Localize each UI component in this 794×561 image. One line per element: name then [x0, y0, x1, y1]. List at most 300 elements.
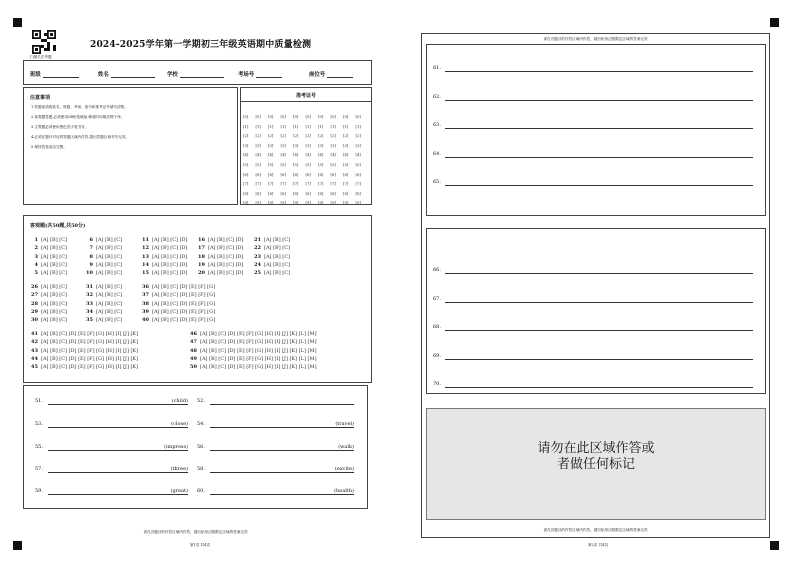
fill-answer-line[interactable]: [48, 494, 188, 495]
exam-id-digit[interactable]: [5]: [243, 161, 249, 167]
answer-options[interactable]: [A] [B] [C] [D] [E] [F] [G]: [152, 317, 216, 324]
mc-group: [29, 236, 67, 277]
mc-row[interactable]: [84, 291, 122, 299]
exam-id-digit[interactable]: [6]: [355, 171, 361, 177]
exam-id-digit[interactable]: [4]: [305, 152, 311, 158]
exam-id-digit[interactable]: [1]: [355, 123, 361, 129]
mc-row[interactable]: [29, 283, 67, 291]
mc-row[interactable]: [84, 253, 122, 261]
mc-row[interactable]: [29, 253, 67, 261]
writing-line[interactable]: [445, 387, 753, 388]
mc-row[interactable]: [29, 347, 138, 355]
exam-id-digit[interactable]: [7]: [280, 181, 286, 187]
exam-id-column[interactable]: [281, 112, 286, 208]
exam-id-grid[interactable]: [243, 112, 371, 204]
exam-id-digit[interactable]: [5]: [293, 161, 299, 167]
exam-id-digit[interactable]: [0]: [318, 114, 324, 119]
answer-options[interactable]: [A] [B] [C]: [264, 261, 290, 268]
exam-id-digit[interactable]: [0]: [293, 114, 299, 119]
writing-number: 68.: [433, 324, 441, 330]
exam-id-digit[interactable]: [2]: [343, 133, 349, 139]
exam-id-column[interactable]: [268, 112, 273, 208]
note-item: 5.保持答卷清洁完整。: [31, 145, 67, 149]
school-input[interactable]: [180, 72, 224, 78]
exam-id-digit[interactable]: [3]: [255, 142, 261, 148]
objective-answers[interactable]: [24, 216, 371, 382]
exam-id-digit[interactable]: [0]: [305, 114, 311, 119]
question-number: 21: [254, 237, 261, 243]
answer-options[interactable]: [A] [B] [C] [D] [E] [F] [G] [H] [I] [J] [K] [L] [M]: [200, 331, 317, 337]
answer-options[interactable]: [A] [B] [C] [D]: [152, 261, 188, 268]
answer-options[interactable]: [A] [B] [C]: [96, 253, 122, 260]
exam-id-digit[interactable]: [4]: [243, 152, 249, 158]
writing-line[interactable]: [445, 330, 753, 331]
mc-row[interactable]: [252, 261, 290, 269]
writing-number: 62.: [433, 93, 441, 100]
exam-id-column[interactable]: [356, 112, 361, 208]
fill-number: 58.: [197, 466, 205, 472]
exam-id-digit[interactable]: [5]: [268, 161, 274, 167]
question-number: 9: [89, 261, 93, 268]
exam-id-digit[interactable]: [9]: [355, 200, 361, 206]
mc-row[interactable]: [84, 261, 122, 269]
fill-hint: (great): [170, 488, 188, 494]
mc-row[interactable]: [84, 308, 122, 316]
answer-options[interactable]: [A] [B] [C]: [41, 292, 67, 299]
exam-id-digit[interactable]: [7]: [343, 181, 349, 187]
exam-id-digit[interactable]: [6]: [318, 171, 324, 177]
answer-options[interactable]: [A] [B] [C]: [96, 270, 122, 277]
answer-options[interactable]: [A] [B] [C]: [264, 270, 290, 277]
fill-answer-line[interactable]: [210, 494, 354, 495]
exam-id-digit[interactable]: [3]: [355, 142, 361, 148]
answer-options[interactable]: [A] [B] [C]: [41, 284, 67, 290]
exam-id-digit[interactable]: [2]: [255, 133, 261, 139]
writing-number: 66.: [433, 267, 441, 273]
answer-options[interactable]: [A] [B] [C] [D] [E] [F] [G] [H] [I] [J] [K] [L] [M]: [200, 347, 317, 354]
question-number: 48: [190, 347, 197, 354]
answer-options[interactable]: [A] [B] [C]: [96, 300, 122, 307]
fill-hint: (child): [171, 398, 188, 404]
answer-options[interactable]: [A] [B] [C] [D]: [152, 245, 188, 252]
answer-options[interactable]: [A] [B] [C]: [41, 245, 67, 252]
question-number: 15: [142, 270, 149, 277]
exam-id-digit[interactable]: [1]: [293, 123, 299, 129]
exam-id-column[interactable]: [293, 112, 298, 208]
mc-row[interactable]: [84, 236, 122, 244]
answer-options[interactable]: [A] [B] [C] [D]: [208, 237, 244, 243]
answer-options[interactable]: [A] [B] [C]: [41, 300, 67, 307]
question-number: 43: [31, 347, 38, 354]
question-number: 1: [34, 237, 38, 243]
corner-mark: [770, 541, 779, 550]
exam-id-digit[interactable]: [8]: [268, 190, 274, 196]
writing-line[interactable]: [445, 185, 753, 186]
answer-options[interactable]: [A] [B] [C]: [41, 317, 67, 324]
mc-row[interactable]: [84, 269, 122, 277]
question-number: 45: [31, 364, 38, 371]
exam-id-digit[interactable]: [9]: [343, 200, 349, 206]
mc-row[interactable]: [29, 291, 67, 299]
exam-id-digit[interactable]: [1]: [318, 123, 324, 129]
writing-line[interactable]: [445, 100, 753, 101]
answer-options[interactable]: [A] [B] [C] [D] [E] [F] [G] [H] [I] [J] [K] [L] [M]: [200, 355, 317, 362]
answer-options[interactable]: [A] [B] [C]: [41, 237, 67, 243]
room-input[interactable]: [256, 72, 282, 78]
exam-id-title: 准考证号: [295, 93, 316, 99]
mc-row[interactable]: [140, 253, 188, 261]
exam-id-digit[interactable]: [5]: [355, 161, 361, 167]
exam-id-digit[interactable]: [3]: [305, 142, 311, 148]
fill-number: 54.: [197, 421, 205, 427]
mc-row[interactable]: [140, 261, 188, 269]
exam-id-digit[interactable]: [4]: [318, 152, 324, 158]
exam-id-digit[interactable]: [8]: [355, 190, 361, 196]
mc-row[interactable]: [252, 236, 290, 244]
exam-id-digit[interactable]: [7]: [355, 181, 361, 187]
exam-id-digit[interactable]: [7]: [255, 181, 261, 187]
answer-options[interactable]: [A] [B] [C] [D] [E] [F] [G] [H] [I] [J] [K] [L] [M]: [200, 339, 317, 346]
label-room: 考场号: [238, 72, 255, 78]
fill-answer-line[interactable]: [48, 404, 188, 405]
writing-number: 70.: [433, 381, 441, 387]
mc-row[interactable]: [252, 269, 290, 277]
exam-id-digit[interactable]: [7]: [268, 181, 274, 187]
exam-id-digit[interactable]: [0]: [243, 114, 249, 119]
mc-row[interactable]: [140, 236, 188, 244]
exam-id-column[interactable]: [343, 112, 348, 208]
exam-id-digit[interactable]: [4]: [355, 152, 361, 158]
exam-id-digit[interactable]: [0]: [343, 114, 349, 119]
exam-id-digit[interactable]: [6]: [293, 171, 299, 177]
exam-id-digit[interactable]: [5]: [280, 161, 286, 167]
answer-options[interactable]: [A] [B] [C]: [41, 308, 67, 315]
answer-options[interactable]: [A] [B] [C]: [41, 261, 67, 268]
mc-group: [140, 236, 188, 277]
answer-options[interactable]: [A] [B] [C]: [96, 245, 122, 252]
answer-options[interactable]: [A] [B] [C] [D] [E] [F] [G]: [152, 284, 216, 290]
exam-id-digit[interactable]: [9]: [255, 200, 261, 206]
fill-answer-line[interactable]: [210, 404, 354, 405]
mc-row[interactable]: [29, 363, 138, 371]
answer-options[interactable]: [A] [B] [C] [D]: [152, 253, 188, 260]
exam-id-digit[interactable]: [5]: [305, 161, 311, 167]
fill-answer-line[interactable]: [210, 427, 354, 428]
exam-id-digit[interactable]: [7]: [330, 181, 336, 187]
exam-id-digit[interactable]: [8]: [255, 190, 261, 196]
question-number: 8: [89, 253, 93, 260]
answer-options[interactable]: [A] [B] [C]: [264, 245, 290, 252]
exam-id-digit[interactable]: [1]: [305, 123, 311, 129]
exam-id-digit[interactable]: [7]: [243, 181, 249, 187]
exam-id-digit[interactable]: [2]: [318, 133, 324, 139]
exam-id-digit[interactable]: [8]: [330, 190, 336, 196]
mc-row[interactable]: [140, 283, 215, 291]
exam-id-digit[interactable]: [2]: [243, 133, 249, 139]
fill-number: 59.: [35, 488, 43, 494]
mc-group: [196, 236, 244, 277]
exam-id-digit[interactable]: [4]: [293, 152, 299, 158]
exam-id-digit[interactable]: [0]: [280, 114, 286, 119]
question-number: 28: [31, 300, 38, 307]
mc-row[interactable]: [252, 244, 290, 252]
exam-id-digit[interactable]: [4]: [280, 152, 286, 158]
exam-id-column[interactable]: [331, 112, 336, 208]
answer-options[interactable]: [A] [B] [C] [D] [E] [F] [G] [H] [I] [J] [K]: [41, 331, 139, 337]
answer-options[interactable]: [A] [B] [C] [D]: [208, 253, 244, 260]
note-item: 2.客观题答题,必须使用2B铅笔填涂,修改时用橡皮擦干净。: [31, 115, 125, 119]
mc-row[interactable]: [196, 253, 244, 261]
exam-id-digit[interactable]: [1]: [330, 123, 336, 129]
mc-row[interactable]: [29, 355, 138, 363]
exam-id-digit[interactable]: [8]: [280, 190, 286, 196]
writing-number: 67.: [433, 295, 441, 302]
exam-id-digit[interactable]: [1]: [280, 123, 286, 129]
mc-row[interactable]: [188, 347, 317, 355]
mc-row[interactable]: [140, 300, 215, 308]
exam-id-digit[interactable]: [6]: [330, 171, 336, 177]
mc-row[interactable]: [84, 300, 122, 308]
fill-hint: (travel): [335, 421, 354, 427]
label-school: 学校: [167, 72, 178, 78]
exam-id-digit[interactable]: [9]: [243, 200, 249, 206]
exam-id-digit[interactable]: [3]: [293, 142, 299, 148]
exam-id-digit[interactable]: [2]: [293, 133, 299, 139]
exam-id-digit[interactable]: [8]: [243, 190, 249, 196]
mc-row[interactable]: [196, 236, 244, 244]
mc-row[interactable]: [29, 338, 138, 346]
mc-row[interactable]: [29, 261, 67, 269]
exam-id-digit[interactable]: [1]: [268, 123, 274, 129]
answer-options[interactable]: [A] [B] [C]: [41, 270, 67, 277]
exam-id-digit[interactable]: [4]: [255, 152, 261, 158]
answer-options[interactable]: [A] [B] [C] [D]: [208, 261, 244, 268]
exam-id-digit[interactable]: [7]: [293, 181, 299, 187]
question-number: 36: [142, 284, 149, 290]
exam-id-digit[interactable]: [8]: [343, 190, 349, 196]
writing-line[interactable]: [445, 273, 753, 274]
question-number: 16: [198, 237, 205, 243]
name-input[interactable]: [111, 72, 155, 78]
exam-id-digit[interactable]: [0]: [255, 114, 261, 119]
exam-id-digit[interactable]: [9]: [268, 200, 274, 206]
answer-options[interactable]: [A] [B] [C] [D]: [152, 237, 188, 243]
exam-id-digit[interactable]: [6]: [255, 171, 261, 177]
answer-options[interactable]: [A] [B] [C]: [264, 237, 290, 243]
exam-id-digit[interactable]: [0]: [355, 114, 361, 119]
mc-row[interactable]: [84, 244, 122, 252]
writing-box-1: [426, 44, 766, 216]
mc-row[interactable]: [29, 330, 138, 338]
exam-id-column[interactable]: [243, 112, 248, 208]
mc-row[interactable]: [84, 316, 122, 324]
mc-row[interactable]: [29, 300, 67, 308]
forbidden-line-1: 请勿在此区域作答或: [537, 441, 655, 456]
exam-id-digit[interactable]: [9]: [305, 200, 311, 206]
exam-id-column[interactable]: [256, 112, 261, 208]
question-number: 38: [142, 300, 149, 307]
fill-answer-line[interactable]: [48, 450, 188, 451]
exam-id-digit[interactable]: [0]: [268, 114, 274, 119]
answer-options[interactable]: [A] [B] [C] [D] [E] [F] [G] [H] [I] [J] [K] [L] [M]: [200, 364, 317, 371]
answer-options[interactable]: [A] [B] [C] [D] [E] [F] [G]: [152, 292, 216, 299]
question-number: 2: [34, 245, 38, 252]
exam-id-digit[interactable]: [3]: [343, 142, 349, 148]
exam-id-digit[interactable]: [7]: [318, 181, 324, 187]
mc-row[interactable]: [196, 261, 244, 269]
exam-id-column[interactable]: [306, 112, 311, 208]
question-number: 13: [142, 253, 149, 260]
fill-answer-line[interactable]: [210, 450, 354, 451]
exam-id-digit[interactable]: [5]: [343, 161, 349, 167]
exam-id-digit[interactable]: [1]: [255, 123, 261, 129]
exam-id-digit[interactable]: [5]: [330, 161, 336, 167]
question-number: 19: [198, 261, 205, 268]
boundary-note: 请在各题目的作答区域内作答，超出矩形边框限定区域的答案无效: [543, 37, 648, 41]
question-number: 42: [31, 339, 38, 346]
question-number: 35: [86, 317, 93, 324]
writing-line[interactable]: [445, 157, 753, 158]
no-answer-zone: [426, 408, 766, 520]
mc-row[interactable]: [188, 363, 317, 371]
exam-id-digit[interactable]: [1]: [343, 123, 349, 129]
exam-id-digit[interactable]: [6]: [268, 171, 274, 177]
writing-line[interactable]: [445, 359, 753, 360]
exam-id-digit[interactable]: [3]: [268, 142, 274, 148]
mc-row[interactable]: [140, 291, 215, 299]
mc-row[interactable]: [188, 338, 317, 346]
mc-row[interactable]: [84, 283, 122, 291]
corner-mark: [13, 18, 22, 27]
answer-options[interactable]: [A] [B] [C]: [96, 261, 122, 268]
exam-id-digit[interactable]: [3]: [280, 142, 286, 148]
mc-group: [84, 236, 122, 277]
exam-id-digit[interactable]: [6]: [243, 171, 249, 177]
writing-line[interactable]: [445, 302, 753, 303]
mc-row[interactable]: [140, 244, 188, 252]
exam-id-digit[interactable]: [6]: [280, 171, 286, 177]
answer-options[interactable]: [A] [B] [C]: [264, 253, 290, 260]
answer-options[interactable]: [A] [B] [C] [D] [E] [F] [G] [H] [I] [J] [K]: [41, 355, 139, 362]
answer-options[interactable]: [A] [B] [C] [D]: [208, 245, 244, 252]
mc-group: [140, 283, 215, 324]
fill-answer-line[interactable]: [210, 472, 354, 473]
answer-options[interactable]: [A] [B] [C]: [41, 253, 67, 260]
question-number: 27: [31, 292, 38, 299]
answer-options[interactable]: [A] [B] [C]: [96, 284, 122, 290]
fill-in-box: [23, 385, 368, 509]
exam-id-digit[interactable]: [5]: [255, 161, 261, 167]
fill-hint: (three): [170, 466, 188, 472]
exam-id-digit[interactable]: [3]: [330, 142, 336, 148]
exam-id-digit[interactable]: [0]: [330, 114, 336, 119]
class-input[interactable]: [43, 72, 79, 78]
exam-id-digit[interactable]: [6]: [305, 171, 311, 177]
exam-id-digit[interactable]: [4]: [343, 152, 349, 158]
mc-row[interactable]: [140, 269, 188, 277]
exam-id-digit[interactable]: [4]: [268, 152, 274, 158]
exam-id-digit[interactable]: [7]: [305, 181, 311, 187]
answer-options[interactable]: [A] [B] [C] [D]: [208, 270, 244, 277]
writing-line[interactable]: [445, 71, 753, 72]
answer-options[interactable]: [A] [B] [C] [D] [E] [F] [G] [H] [I] [J] [K]: [41, 364, 139, 371]
exam-id-digit[interactable]: [9]: [293, 200, 299, 206]
answer-options[interactable]: [A] [B] [C]: [96, 308, 122, 315]
fill-answer-line[interactable]: [48, 472, 188, 473]
mc-row[interactable]: [196, 269, 244, 277]
exam-id-column[interactable]: [318, 112, 323, 208]
question-number: 49: [190, 355, 197, 362]
exam-id-digit[interactable]: [8]: [318, 190, 324, 196]
exam-id-digit[interactable]: [9]: [280, 200, 286, 206]
mc-row[interactable]: [188, 330, 317, 338]
mc-row[interactable]: [188, 355, 317, 363]
question-number: 44: [31, 355, 38, 362]
question-number: 18: [198, 253, 205, 260]
exam-id-digit[interactable]: [8]: [305, 190, 311, 196]
writing-line[interactable]: [445, 128, 753, 129]
answer-options[interactable]: [A] [B] [C]: [96, 292, 122, 299]
answer-options[interactable]: [A] [B] [C] [D] [E] [F] [G]: [152, 308, 216, 315]
question-number: 46: [190, 331, 197, 337]
exam-id-digit[interactable]: [5]: [318, 161, 324, 167]
mc-row[interactable]: [140, 316, 215, 324]
exam-id-digit[interactable]: [6]: [343, 171, 349, 177]
mc-row[interactable]: [29, 308, 67, 316]
mc-row[interactable]: [29, 244, 67, 252]
fill-answer-line[interactable]: [48, 427, 188, 428]
objective-title: 客观题(共50题,共50分): [30, 223, 86, 229]
answer-options[interactable]: [A] [B] [C] [D]: [152, 270, 188, 277]
exam-id-digit[interactable]: [8]: [293, 190, 299, 196]
fill-hint: (close): [171, 421, 188, 427]
exam-id-digit[interactable]: [4]: [330, 152, 336, 158]
question-number: 17: [198, 245, 205, 252]
exam-id-digit[interactable]: [9]: [330, 200, 336, 206]
fill-number: 57.: [35, 466, 43, 472]
mc-row[interactable]: [140, 308, 215, 316]
page-number: 第2页 共4页: [587, 543, 609, 547]
answer-options[interactable]: [A] [B] [C] [D] [E] [F] [G] [H] [I] [J] [K]: [41, 339, 139, 346]
exam-id-digit[interactable]: [2]: [305, 133, 311, 139]
page-number: 第1页 共4页: [189, 543, 211, 547]
exam-id-digit[interactable]: [3]: [243, 142, 249, 148]
mc-row[interactable]: [29, 269, 67, 277]
exam-id-digit[interactable]: [3]: [318, 142, 324, 148]
mc-row[interactable]: [196, 244, 244, 252]
answer-options[interactable]: [A] [B] [C] [D] [E] [F] [G]: [152, 300, 216, 307]
fill-hint: (excite): [334, 466, 354, 472]
exam-id-digit[interactable]: [2]: [330, 133, 336, 139]
exam-id-digit[interactable]: [2]: [280, 133, 286, 139]
question-number: 40: [142, 317, 149, 324]
fill-hint: (walk): [338, 444, 354, 450]
boundary-note: 请在各题目的作答区域内作答，超出矩形边框限定区域的答案无效: [543, 528, 648, 532]
mc-row[interactable]: [29, 236, 67, 244]
answer-options[interactable]: [A] [B] [C] [D] [E] [F] [G] [H] [I] [J] [K]: [41, 347, 139, 354]
seat-input[interactable]: [327, 72, 353, 78]
mc-row[interactable]: [252, 253, 290, 261]
note-item: 4.必须在题号对应的答题区域内作答,超出答题区域书写无效。: [31, 135, 130, 139]
exam-id-digit[interactable]: [2]: [355, 133, 361, 139]
exam-id-digit[interactable]: [1]: [243, 123, 249, 129]
mc-row[interactable]: [29, 316, 67, 324]
exam-id-digit[interactable]: [2]: [268, 133, 274, 139]
answer-options[interactable]: [A] [B] [C]: [96, 237, 122, 243]
exam-id-digit[interactable]: [9]: [318, 200, 324, 206]
answer-options[interactable]: [A] [B] [C]: [96, 317, 122, 324]
writing-box-2: [426, 228, 766, 394]
